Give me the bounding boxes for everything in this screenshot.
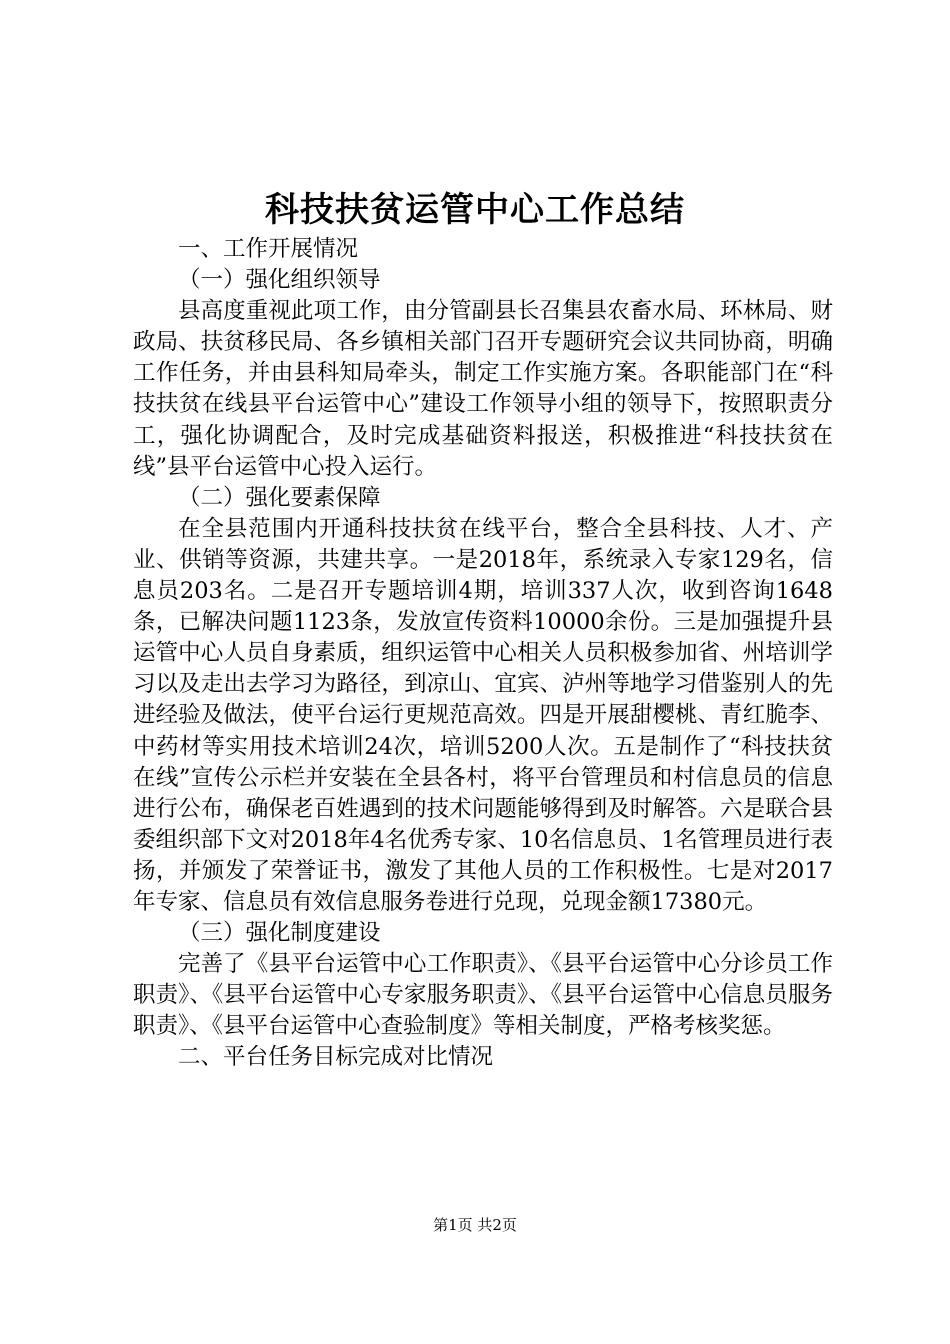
subsection-heading: （三）强化制度建设 (178, 920, 381, 947)
page-footer: 第1页 共2页 (433, 1216, 517, 1234)
paragraph: 完善了《县平台运管中心工作职责》、《县平台运管中心分诊员工作职责》、《县平台运管中心专家服务职责》、《县平台运管中心信息员服务职责》、《县平台运管中心查验制度》等相关制度，严格考核奖惩。 (133, 951, 833, 1040)
document-title: 科技扶贫运管中心工作总结 (265, 190, 685, 230)
paragraph: 县高度重视此项工作，由分管副县长召集县农畜水局、环林局、财政局、扶贫移民局、各乡镇相关部门召开专题研究会议共同协商，明确工作任务，并由县科知局牵头，制定工作实施方案。各职能部门在“科技扶贫在线县平台运管中心”建设工作领导小组的领导下，按照职责分工，强化协调配合，及时完成基础资料报送，积极推进“科技扶贫在线”县平台运管中心投入运行。 (133, 298, 833, 480)
section-heading: 二、平台任务目标完成对比情况 (178, 1044, 494, 1071)
paragraph: 在全县范围内开通科技扶贫在线平台，整合全县科技、人才、产业、供销等资源，共建共享。一是2018年，系统录入专家129名，信息员203名。二是召开专题培训4期，培训337人次，收到咨询1648条，已解决问题1123条，发放宣传资料10000余份。三是加强提升县运管中心人员自身素质，组织运管中心相关人员积极参加省、州培训学习以及走出去学习为路径，到凉山、宜宾、泸州等地学习借鉴别人的先进经验及做法，使平台运行更规范高效。四是开展甜樱桃、青红脆李、中药材等实用技术培训24次，培训5200人次。五是制作了“科技扶贫在线”宣传公示栏并安装在全县各村，将平台管理员和村信息员的信息进行公布，确保老百姓遇到的技术问题能够得到及时解答。六是联合县委组织部下文对2018年4名优秀专家、10名信息员、1名管理员进行表扬，并颁发了荣誉证书，激发了其他人员的工作积极性。七是对2017年专家、信息员有效信息服务卷进行兑现，兑现金额17380元。 (133, 515, 833, 915)
subsection-heading: （一）强化组织领导 (178, 267, 381, 294)
subsection-heading: （二）强化要素保障 (178, 484, 381, 511)
document-body (133, 234, 833, 1074)
section-heading: 一、工作开展情况 (178, 236, 359, 262)
